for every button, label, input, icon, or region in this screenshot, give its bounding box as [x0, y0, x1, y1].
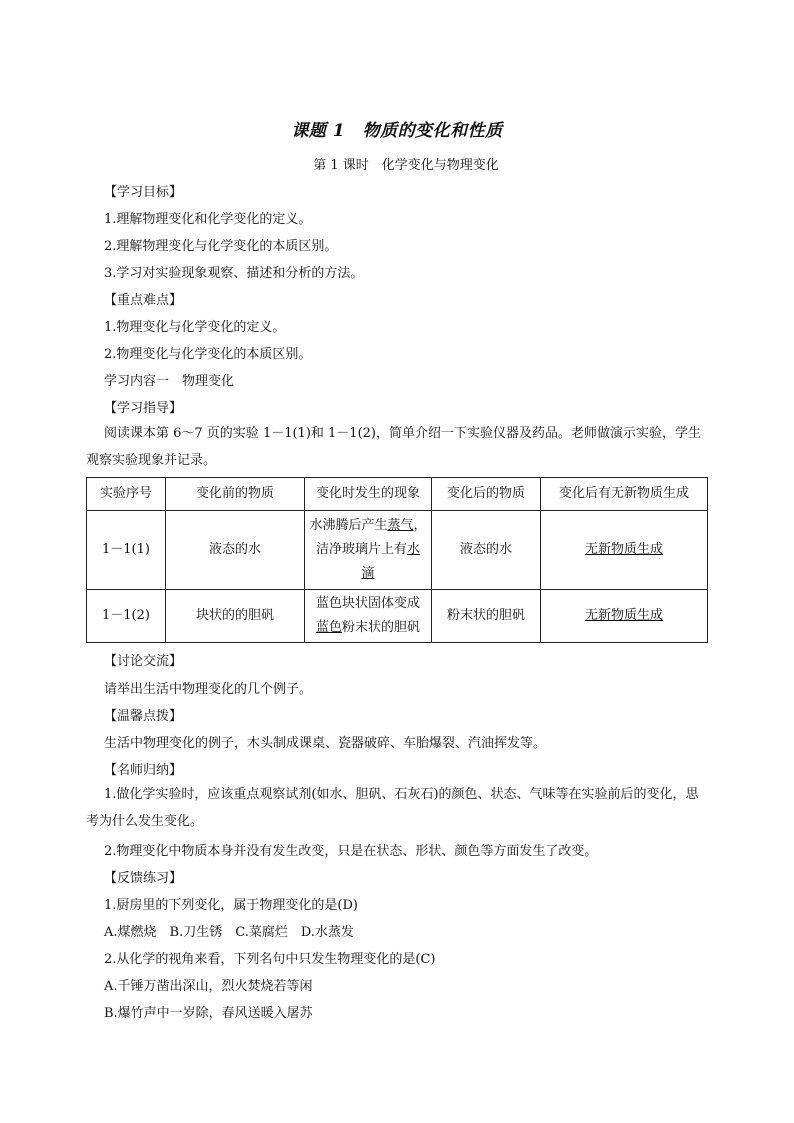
discuss-heading: 【讨论交流】	[104, 654, 183, 669]
table-header-row	[87, 478, 708, 511]
new-substance-answer: 无新物质生成	[584, 608, 663, 623]
phenomenon-text: 粉末状的胆矾	[342, 620, 421, 635]
key-item-2: 2.物理变化与化学变化的本质区别。	[104, 347, 312, 362]
goal-item-1: 1.理解物理变化和化学变化的定义。	[104, 212, 312, 227]
guide-heading: 【学习指导】	[104, 401, 183, 416]
table-header: 变化前的物质	[166, 478, 305, 511]
page-subtitle: 第 1 课时 化学变化与物理变化	[313, 158, 499, 173]
goals-heading: 【学习目标】	[104, 185, 183, 200]
row-id: 1－1(2)	[87, 590, 166, 643]
phenomenon-underlined: 滴	[361, 566, 375, 581]
question-2-option-a: A.千锤万凿出深山，烈火焚烧若等闲	[104, 979, 313, 994]
table-header: 变化后有无新物质生成	[541, 478, 708, 511]
question-2-option-b: B.爆竹声中一岁除，春风送暖入屠苏	[104, 1006, 313, 1021]
teacher-point-2: 2.物理变化中物质本身并没有发生改变，只是在状态、形状、颜色等方面发生了改变。	[104, 844, 598, 859]
row-id: 1－1(1)	[87, 511, 166, 590]
phenomenon-text: 洁净玻璃片上有	[315, 542, 407, 557]
phenomenon-underlined: 水	[407, 542, 421, 557]
phenomenon-underlined: 蓝色	[315, 620, 342, 635]
phenomenon-text: 水沸腾后产生	[309, 518, 388, 533]
phenomenon-text: ，	[413, 518, 427, 533]
table-header: 变化时发生的现象	[305, 478, 432, 511]
row-new-substance	[541, 511, 708, 590]
teacher-heading: 【名师归纳】	[104, 763, 183, 778]
table-row	[87, 511, 708, 590]
row-before: 块状的的胆矾	[166, 590, 305, 643]
question-2: 2.从化学的视角来看，下列名句中只发生物理变化的是(C)	[104, 952, 436, 967]
row-after: 粉末状的胆矾	[432, 590, 541, 643]
table-row	[87, 590, 708, 643]
content-title: 学习内容一 物理变化	[104, 374, 235, 389]
row-phenomenon	[305, 511, 432, 590]
goal-item-2: 2.理解物理变化与化学变化的本质区别。	[104, 239, 338, 254]
new-substance-answer: 无新物质生成	[584, 542, 663, 557]
phenomenon-underlined: 蒸气	[387, 518, 414, 533]
row-after: 液态的水	[432, 511, 541, 590]
table-header: 变化后的物质	[432, 478, 541, 511]
goal-item-3: 3.学习对实验现象观察、描述和分析的方法。	[104, 266, 364, 281]
key-item-1: 1.物理变化与化学变化的定义。	[104, 320, 286, 335]
discuss-text: 请举出生活中物理变化的几个例子。	[104, 682, 313, 697]
question-1-options: A.煤燃烧 B.刀生锈 C.菜腐烂 D.水蒸发	[104, 925, 354, 940]
tips-heading: 【温馨点拨】	[104, 709, 183, 724]
practice-heading: 【反馈练习】	[104, 871, 183, 886]
row-phenomenon	[305, 590, 432, 643]
tips-text: 生活中物理变化的例子，木头制成课桌、瓷器破碎、车胎爆裂、汽油挥发等。	[104, 736, 547, 751]
page-title: 课题 1 物质的变化和性质	[291, 121, 503, 141]
guide-text: 阅读课本第 6～7 页的实验 1－1(1)和 1－1(2)，简单介绍一下实验仪器及药品。老师做演示实验，学生观察实验现象并记录。	[86, 426, 701, 468]
teacher-point-1: 1.做化学实验时，应该重点观察试剂(如水、胆矾、石灰石)的颜色、状态、气味等在实验前后的变化，思考为什么发生变化。	[86, 787, 699, 829]
row-before: 液态的水	[166, 511, 305, 590]
question-1: 1.厨房里的下列变化，属于物理变化的是(D)	[104, 898, 358, 913]
key-heading: 【重点难点】	[104, 293, 183, 308]
phenomenon-text: 蓝色块状固体变成	[315, 596, 420, 611]
row-new-substance	[541, 590, 708, 643]
experiment-table	[86, 477, 708, 643]
table-header: 实验序号	[87, 478, 166, 511]
